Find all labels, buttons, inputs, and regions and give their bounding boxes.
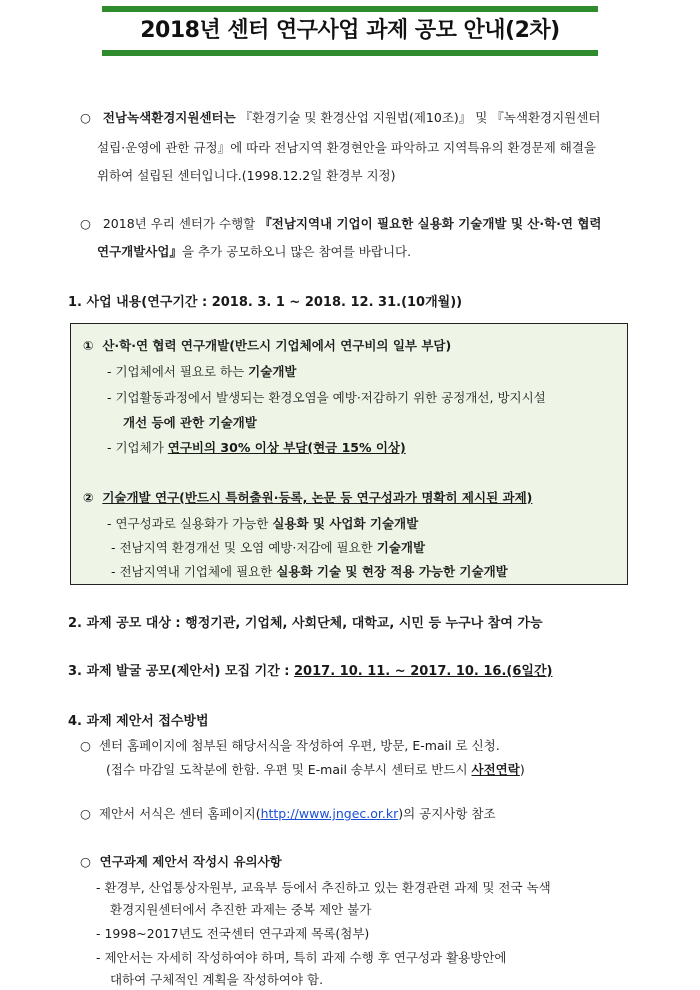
s4-b3-d3-line2: 대하여 구체적인 계획을 작성하여야 함.	[110, 972, 324, 987]
s4-b3-title-text: 연구과제 제안서 작성시 유의사항	[99, 854, 282, 869]
item2-sub1-bold: 실용화 및 사업화 기술개발	[272, 516, 419, 531]
header-bar-top	[102, 6, 598, 12]
bullet-circle: ○	[80, 854, 91, 869]
intro-p1-rest: 『환경기술 및 환경산업 지원법(제10조)』 및 『녹색환경지원센터	[239, 110, 601, 125]
intro-p2-line2	[97, 242, 411, 260]
item2-sub1	[107, 514, 418, 532]
item1-sub3-bold: 연구비의 30% 이상 부담(현금 15% 이상)	[167, 440, 406, 455]
s4-b3-d3-line1: - 제안서는 자세히 작성하여야 하며, 특히 과제 수행 후 연구성과 활용방안에	[96, 950, 507, 965]
s4-b2	[80, 804, 496, 822]
intro-p2-bold2: 연구개발사업』	[97, 244, 182, 259]
intro-p2-line1	[80, 214, 602, 232]
s4-b3-title	[80, 852, 282, 870]
org-name: 전남녹색환경지원센터는	[102, 110, 236, 125]
bullet-circle: ○	[80, 110, 91, 125]
section3-period: 2017. 10. 11. ~ 2017. 10. 16.(6일간)	[294, 664, 553, 679]
homepage-link[interactable]: http://www.jngec.or.kr	[260, 806, 399, 821]
item1-sub2-bold: 개선 등에 관한 기술개발	[123, 415, 257, 430]
item2-sub2-pre: - 전남지역 환경개선 및 오염 예방·저감에 필요한	[111, 540, 373, 555]
s4-b2-post: )의 공지사항 참조	[398, 806, 496, 821]
s4-b1-line2	[106, 760, 525, 778]
item2-sub2	[111, 538, 425, 556]
item1-sub1-bold: 기술개발	[248, 364, 297, 379]
s4-b1-line1	[80, 736, 500, 754]
section4-heading: 4. 과제 제안서 접수방법	[68, 714, 209, 729]
intro-p2-rest: 을 추가 공모하오니 많은 참여를 바랍니다.	[181, 244, 412, 259]
page-title: 2018년 센터 연구사업 과제 공모 안내(2차)	[140, 18, 560, 43]
item2-sub3	[111, 562, 508, 580]
item1-title-text: 산·학·연 협력 연구개발(반드시 기업체에서 연구비의 일부 부담)	[102, 338, 452, 353]
item1-title	[83, 336, 451, 354]
section2-heading: 2. 과제 공모 대상 : 행정기관, 기업체, 사회단체, 대학교, 시민 등 누구나 참여 가능	[68, 616, 543, 631]
intro-p2-pre: 2018년 우리 센터가 수행할	[102, 216, 256, 231]
item1-sub3	[107, 438, 406, 456]
intro-p1-line1	[80, 108, 600, 126]
item2-num: ②	[83, 490, 94, 505]
section3-heading	[68, 660, 552, 679]
intro-p1-line2: 설립·운영에 관한 규정』에 따라 전남지역 환경현안을 파악하고 지역특유의 환경문제 해결을	[97, 140, 597, 155]
item2-sub3-pre: - 전남지역내 기업체에 필요한	[111, 564, 273, 579]
intro-p2-bold: 『전남지역내 기업이 필요한 실용화 기술개발 및 산·학·연 협력	[259, 216, 602, 231]
s4-b3-d1-line1: - 환경부, 산업통상자원부, 교육부 등에서 추진하고 있는 환경관련 과제 및 전국 녹색	[96, 880, 551, 895]
s4-b2-pre: 제안서 서식은 센터 홈페이지(	[98, 806, 261, 821]
item1-sub2: - 기업활동과정에서 발생되는 환경오염을 예방·저감하기 위한 공정개선, 방지시설	[107, 390, 546, 405]
item1-sub3-pre: - 기업체가	[107, 440, 164, 455]
bullet-circle: ○	[80, 216, 91, 231]
section1-heading: 1. 사업 내용(연구기간 : 2018. 3. 1 ~ 2018. 12. 31.(10개월))	[68, 295, 463, 310]
s4-b1-line2-pre: (접수 마감일 도착분에 한함. 우편 및 E-mail 송부시 센터로 반드시	[106, 762, 468, 777]
bullet-circle: ○	[80, 738, 91, 753]
s4-b3-d1-line2: 환경지원센터에서 추진한 과제는 중복 제안 불가	[110, 902, 372, 917]
item1-sub1	[107, 362, 296, 380]
item1-num: ①	[83, 338, 94, 353]
item2-sub3-bold: 실용화 기술 및 현장 적용 가능한 기술개발	[276, 564, 508, 579]
item2-sub2-bold: 기술개발	[376, 540, 426, 555]
section1-box	[70, 323, 628, 585]
s4-b1-line2-post: )	[519, 762, 525, 777]
s4-b3-d2: - 1998~2017년도 전국센터 연구과제 목록(첨부)	[96, 926, 370, 941]
s4-b1-contact: 사전연락	[471, 762, 520, 777]
bullet-circle: ○	[80, 806, 91, 821]
s4-b1-text: 센터 홈페이지에 첨부된 해당서식을 작성하여 우편, 방문, E-mail 로 신청.	[98, 738, 500, 753]
section3-heading-pre: 3. 과제 발굴 공모(제안서) 모집 기간 :	[68, 664, 290, 679]
item2-title	[83, 488, 532, 506]
item2-sub1-pre: - 연구성과로 실용화가 가능한	[107, 516, 269, 531]
item1-sub1-pre: - 기업체에서 필요로 하는	[107, 364, 245, 379]
header-bar-bottom	[102, 50, 598, 56]
item2-title-text: 기술개발 연구(반드시 특허출원·등록, 논문 등 연구성과가 명확히 제시된 과제)	[102, 490, 533, 505]
intro-p1-line3: 위하여 설립된 센터입니다.(1998.12.2일 환경부 지정)	[97, 168, 396, 183]
